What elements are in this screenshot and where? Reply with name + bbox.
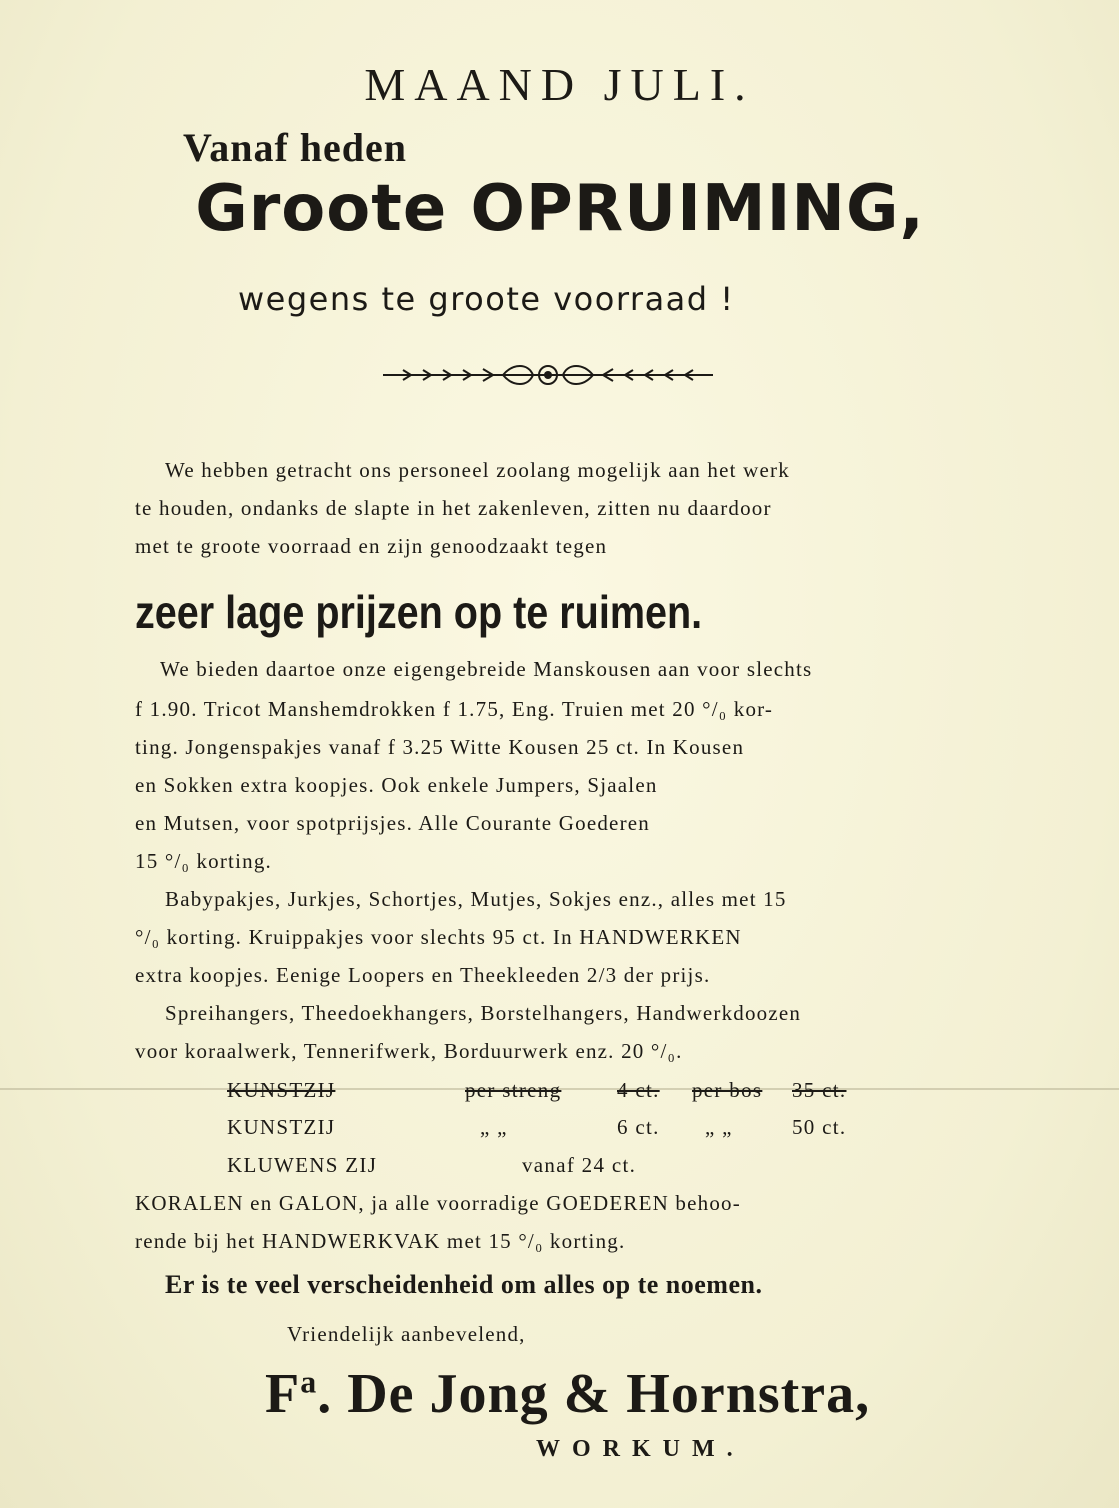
price-item: KUNSTZIJ: [227, 1078, 336, 1102]
price-value-2: 50 ct.: [792, 1115, 847, 1139]
offer-line: en Mutsen, voor spotprijsjes. Alle Courante Goederen: [135, 811, 650, 835]
price-unit: „ „: [480, 1115, 508, 1139]
offer-line: 15 °/₀ korting.: [135, 849, 272, 873]
price-unit: per streng: [465, 1078, 562, 1102]
offer-line: f 1.90. Tricot Manshemdrokken f 1.75, Eng. Truien met 20 °/₀ kor-: [135, 697, 774, 721]
closing-line: Er is te veel verscheidenheid om alles op te noemen.: [165, 1270, 763, 1299]
ornament-divider: [383, 360, 713, 390]
baby-line: Spreihangers, Theedoekhangers, Borstelhangers, Handwerkdoozen: [165, 1001, 802, 1025]
price-value: 4 ct.: [617, 1078, 660, 1102]
coral-line: rende bij het HANDWERKVAK met 15 °/₀ korting.: [135, 1229, 626, 1253]
offer-line: en Sokken extra koopjes. Ook enkele Jumpers, Sjaalen: [135, 773, 658, 797]
baby-line: Babypakjes, Jurkjes, Schortjes, Mutjes, Sokjes enz., alles met 15: [165, 887, 787, 911]
price-unit: vanaf 24 ct.: [522, 1153, 637, 1177]
month-heading: MAAND JULI.: [364, 59, 755, 110]
baby-line: voor koraalwerk, Tennerifwerk, Borduurwerk enz. 20 °/₀.: [135, 1039, 683, 1063]
intro-line: met te groote voorraad en zijn genoodzaakt tegen: [135, 534, 608, 558]
slogan: zeer lage prijzen op te ruimen.: [135, 586, 703, 638]
regards-line: Vriendelijk aanbevelend,: [287, 1322, 526, 1346]
price-value-2: 35 ct.: [792, 1078, 847, 1102]
coral-line: KORALEN en GALON, ja alle voorradige GOEDEREN behoo-: [135, 1191, 741, 1215]
price-unit-2: „ „: [705, 1115, 733, 1139]
intro-line: We hebben getracht ons personeel zoolang mogelijk aan het werk: [165, 458, 790, 482]
baby-line: extra koopjes. Eenige Loopers en Theekleeden 2/3 der prijs.: [135, 963, 711, 987]
firm-prefix-sup: a: [300, 1363, 318, 1400]
baby-line: °/₀ korting. Kruippakjes voor slechts 95 ct. In HANDWERKEN: [135, 925, 742, 949]
firm-name-text: . De Jong & Hornstra,: [317, 1363, 871, 1425]
sale-headline: Groote OPRUIMING,: [195, 172, 925, 246]
price-unit-2: per bos: [692, 1078, 763, 1102]
sale-subline: wegens te groote voorraad !: [238, 280, 735, 318]
price-item: KLUWENS ZIJ: [227, 1153, 378, 1177]
from-today-heading: Vanaf heden: [183, 125, 408, 170]
town-name: WORKUM.: [536, 1436, 745, 1462]
intro-line: te houden, ondanks de slapte in het zakenleven, zitten nu daardoor: [135, 496, 772, 520]
firm-name: [265, 1362, 870, 1426]
offer-line: We bieden daartoe onze eigengebreide Manskousen aan voor slechts: [160, 657, 813, 681]
offer-line: ting. Jongenspakjes vanaf f 3.25 Witte Kousen 25 ct. In Kousen: [135, 735, 745, 759]
price-value: 6 ct.: [617, 1115, 660, 1139]
firm-prefix: F: [265, 1363, 301, 1425]
price-item: KUNSTZIJ: [227, 1115, 336, 1139]
